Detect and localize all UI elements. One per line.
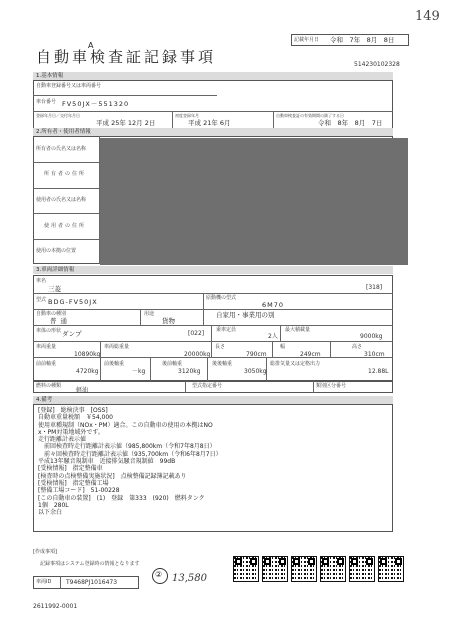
- model-label: 型式: [36, 297, 47, 303]
- max-load-label: 最大積載量: [285, 327, 311, 333]
- note-line: 平成13年騒音規制車 近接排気騒音規制値 99dB: [38, 458, 176, 466]
- page-number-handwritten: 149: [415, 9, 440, 24]
- handwritten-number: 13,580: [172, 573, 207, 584]
- body-code: [022]: [188, 330, 205, 337]
- length-label: 長さ: [215, 344, 226, 350]
- note-line: [整備工場コード] 51-00228: [38, 487, 120, 495]
- note-line: 走行距離計表示値: [38, 436, 87, 444]
- note-line: [この自動車の装置] (1) 登録 第333 (920) 燃料タンク: [38, 494, 205, 502]
- front-rear-axle-label: 前後軸重: [104, 361, 125, 367]
- document-number: 514230102328: [354, 61, 400, 68]
- owner-name-label: 所有者の氏名又は名称: [36, 146, 87, 152]
- redacted-owner-block: [100, 138, 408, 265]
- class-label: 類別区分番号: [316, 383, 347, 389]
- note-line: 前回検査時走行距離計表示値（985,800km（令和7年8月8日）: [38, 443, 216, 451]
- note-line: 前々回検査時走行距離計表示値（935,700km（令和6年8月7日）: [38, 450, 222, 458]
- kind-label: 自動車の種別: [36, 311, 67, 317]
- purpose-label: 自家用・事業用の別: [216, 311, 275, 319]
- vehicle-id-value: T9468PJ1016473: [66, 579, 118, 586]
- max-load-value: 9000kg: [360, 333, 383, 340]
- width-label: 幅: [280, 344, 286, 350]
- maker-code: [318]: [366, 284, 383, 291]
- capacity-label: 乗車定員: [216, 327, 237, 333]
- front-front-axle-value: 4720kg: [76, 368, 99, 375]
- info-label: [作成事項]: [33, 549, 57, 555]
- width-value: 249cm: [300, 351, 321, 358]
- record-date-label: 記載年月日: [294, 37, 320, 43]
- info-text: 記録事項はシステム登録時の情報となります: [40, 561, 140, 567]
- qr-code-icon: [378, 556, 404, 582]
- rear-rear-axle-label: 後後軸重: [212, 361, 233, 367]
- serial-number: 2611992-0001: [33, 603, 78, 610]
- fuel-label: 燃料の種類: [36, 383, 62, 389]
- front-rear-axle-value: －kg: [132, 368, 146, 375]
- qr-code-icon: [262, 556, 288, 582]
- fuel-value: 軽油: [76, 387, 89, 394]
- document-title: 自動車検査証記録事項: [36, 48, 217, 66]
- displacement-value: 12.88L: [368, 368, 389, 375]
- body-label: 車体の形状: [36, 328, 62, 334]
- gross-label: 車両総重量: [104, 344, 130, 350]
- section-notes: 4.備考: [33, 396, 393, 404]
- maker-value: 三菱: [48, 285, 61, 293]
- height-label: 高さ: [352, 344, 363, 350]
- record-date: 令和 7年 8月 8日: [330, 36, 395, 44]
- reg-number-label: 自動車登録番号又は車両番号: [36, 83, 102, 89]
- base-location-label: 使用の本拠の位置: [36, 248, 77, 254]
- note-line: 使用車種規制（NOx・PM）適合。この自動車の使用の本拠はNO: [38, 421, 213, 429]
- first-year-label: 初度登録年月: [175, 113, 199, 118]
- section-basic-info: 1.基本情報: [33, 72, 393, 80]
- note-line: [受検情報] 指定整備工場: [38, 479, 109, 487]
- section-owner-info: 2.所有者・使用者情報: [33, 128, 393, 136]
- user-name-label: 使用者の氏名又は名称: [36, 197, 87, 203]
- qr-code-icon: [320, 556, 346, 582]
- qr-code-icon: [233, 556, 259, 582]
- weight-label: 車両重量: [36, 344, 57, 350]
- user-address-label: 使用者の住所: [44, 223, 87, 229]
- use-value: 貨物: [162, 317, 175, 325]
- vehicle-id-label: 車両ID: [36, 579, 52, 585]
- chassis-value: FV50JX－551320: [62, 100, 130, 108]
- qr-code-icon: [291, 556, 317, 582]
- note-line: [登録] 総検決事 [OSS]: [38, 407, 108, 414]
- section-vehicle-details: 3.車両詳細情報: [33, 266, 393, 274]
- qr-code-icon: [349, 556, 375, 582]
- chassis-label: 車台番号: [36, 99, 57, 105]
- type-spec-label: 型式指定番号: [192, 383, 223, 389]
- body-value: ダンプ: [62, 330, 82, 338]
- gross-value: 20000kg: [184, 351, 211, 358]
- letter-a: A: [88, 41, 94, 50]
- capacity-value: 2人: [268, 333, 278, 340]
- weight-value: 10890kg: [74, 351, 101, 358]
- kind-value: 普通: [50, 317, 71, 325]
- circle-mark-text: ②: [155, 570, 163, 579]
- maker-label: 車名: [36, 278, 47, 284]
- note-line: 1個 280L: [38, 501, 69, 509]
- first-year-value: 平成 21年 6月: [188, 119, 231, 127]
- length-value: 790cm: [246, 351, 267, 358]
- note-line: 以下余白: [38, 509, 63, 517]
- height-value: 310cm: [364, 351, 385, 358]
- rear-rear-axle-value: 3050kg: [244, 368, 267, 375]
- engine-value: 6M70: [262, 301, 285, 309]
- first-reg-label: 登録年月日／交付年月日: [36, 113, 80, 118]
- expiry-label: 自動車検査証の有効期間の満了する日: [276, 113, 344, 118]
- note-line: [受検情報] 指定整備車: [38, 465, 103, 473]
- owner-address-label: 所有者の住所: [44, 171, 87, 177]
- note-line: [検査時の点検整備実施状況] 点検整備記録簿記載あり: [38, 472, 187, 480]
- model-value: BDG-FV50JX: [48, 298, 98, 306]
- rear-front-axle-value: 3120kg: [178, 368, 201, 375]
- front-front-axle-label: 前前軸重: [36, 361, 57, 367]
- engine-label: 原動機の型式: [206, 295, 237, 301]
- displacement-label: 総排気量又は定格出力: [270, 361, 321, 367]
- note-line: 自動車重量税額 ￥54,000: [38, 414, 113, 422]
- notes-lines: [38, 407, 388, 516]
- first-reg-value: 平成 25年 12月 2日: [96, 119, 156, 127]
- note-line: x・PM対策地域外です。: [38, 428, 104, 436]
- rear-front-axle-label: 後前軸重: [162, 361, 183, 367]
- expiry-value: 令和 8年 8月 7日: [318, 119, 383, 127]
- use-label: 用途: [144, 311, 155, 317]
